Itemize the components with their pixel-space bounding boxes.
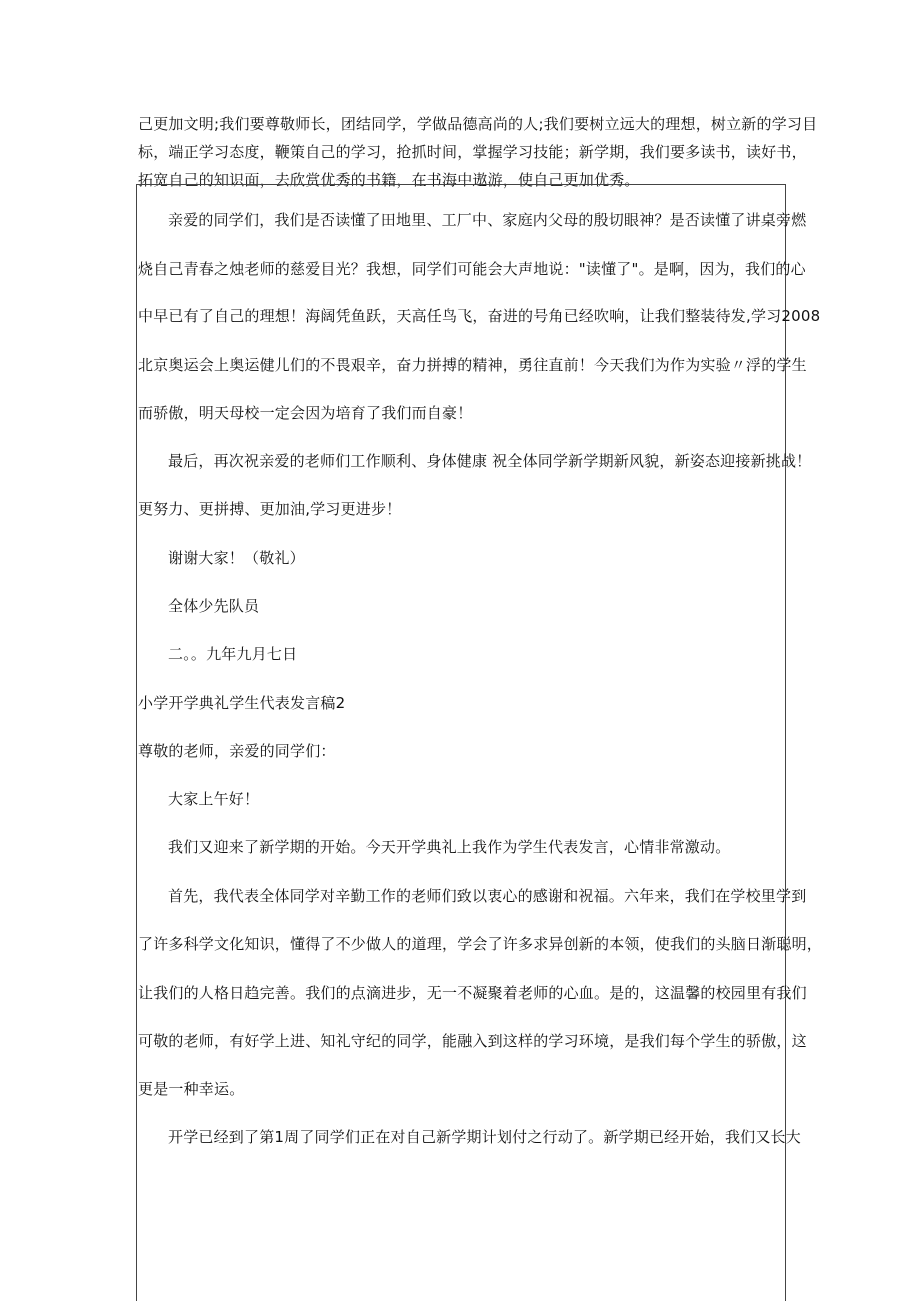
text-line: 北京奥运会上奥运健儿们的不畏艰辛，奋力拼搏的精神，勇往直前！今天我们为作为实验〃浮的学生 [138, 356, 807, 374]
text-line: 而骄傲，明天母校一定会因为培育了我们而自豪！ [138, 404, 473, 422]
section-heading: 小学开学典礼学生代表发言稿2 [138, 694, 346, 712]
text-line: 标，端正学习态度，鞭策自己的学习，抢抓时间，掌握学习技能；新学期，我们要多读书，读好书， [138, 143, 807, 161]
text-line: 二。。九年九月七日 [168, 645, 298, 663]
text-line: 中早已有了自己的理想！海阔凭鱼跃，天高任鸟飞，奋进的号角已经吹响，让我们整装待发,学习2008 [138, 307, 821, 325]
text-line: 全体少先队员 [168, 597, 260, 615]
text-line: 我们又迎来了新学期的开始。今天开学典礼上我作为学生代表发言，心情非常激动。 [168, 838, 731, 856]
text-line: 更是一种幸运。 [138, 1080, 245, 1098]
salutation: 尊敬的老师，亲爱的同学们： [138, 742, 336, 760]
text-line: 更努力、更拼搏、更加油,学习更进步！ [138, 500, 402, 518]
text-line: 拓宽自己的知识面，去欣赏优秀的书籍，在书海中遨游，使自己更加优秀。 [138, 171, 640, 189]
text-line: 开学已经到了第1周了同学们正在对自己新学期计划付之行动了。新学期已经开始，我们又长大 [168, 1128, 801, 1146]
text-line: 大家上午好！ [168, 790, 260, 808]
text-line: 可敬的老师，有好学上进、知礼守纪的同学，能融入到这样的学习环境，是我们每个学生的骄傲，这 [138, 1032, 807, 1050]
text-line: 让我们的人格日趋完善。我们的点滴进步，无一不凝聚着老师的心血。是的，这温馨的校园里有我们 [138, 984, 807, 1002]
top-paragraph [138, 110, 818, 194]
text-line: 己更加文明;我们要尊敬师长，团结同学，学做品德高尚的人;我们要树立远大的理想，树立新的学习目 [138, 115, 818, 133]
text-line: 亲爱的同学们，我们是否读懂了田地里、工厂中、家庭内父母的殷切眼神？是否读懂了讲桌旁燃 [168, 211, 807, 229]
text-line: 最后，再次祝亲爱的老师们工作顺利、身体健康 祝全体同学新学期新风貌，新姿态迎接新挑战！ [168, 452, 812, 470]
text-line: 谢谢大家！（敬礼） [168, 549, 305, 567]
text-line: 了许多科学文化知识，懂得了不少做人的道理，学会了许多求异创新的本领，使我们的头脑日渐聪明， [138, 935, 823, 953]
text-line: 首先，我代表全体同学对辛勤工作的老师们致以衷心的感谢和祝福。六年来，我们在学校里学到 [168, 887, 807, 905]
text-line: 烧自己青春之烛老师的慈爱目光？我想，同学们可能会大声地说："读懂了"。是啊，因为，我们的心 [138, 260, 806, 278]
